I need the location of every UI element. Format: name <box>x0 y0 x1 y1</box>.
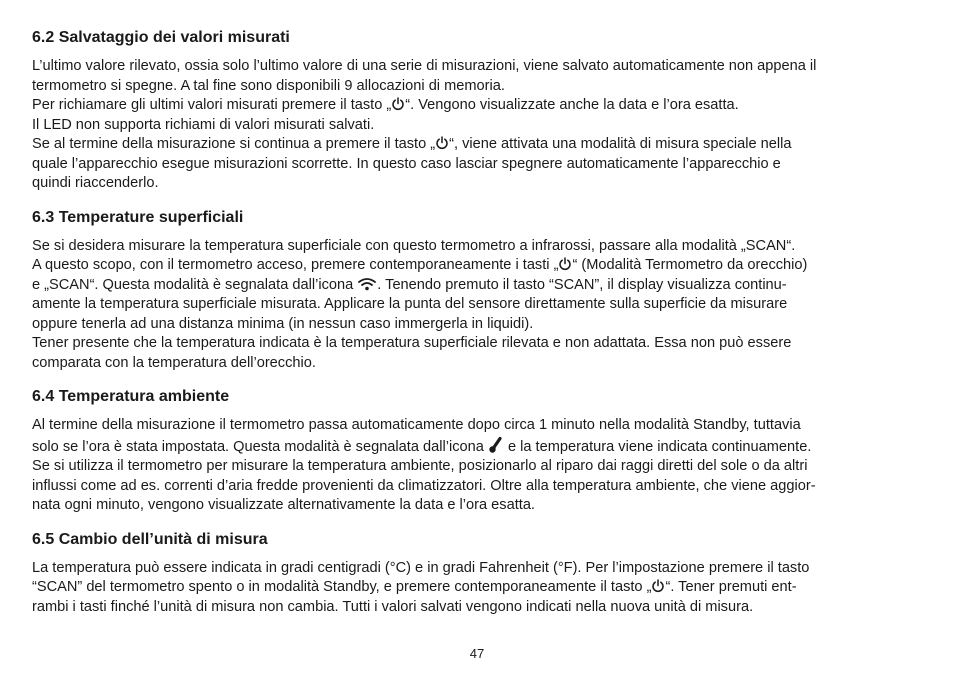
text-fragment: “. Tener premuti ent- <box>665 579 797 595</box>
text-fragment: A questo scopo, con il termometro acceso, premere contemporaneamente i tasti „ <box>32 257 559 273</box>
text-fragment: solo se l’ora è stata impostata. Questa modalità è segnalata dall’icona <box>32 438 488 455</box>
heading-6-5: 6.5 Cambio dell’unità di misura <box>32 530 268 548</box>
text-fragment: Se al termine della misurazione si continua a premere il tasto „ <box>32 136 436 152</box>
section-6-3 <box>32 208 922 374</box>
text-fragment: “SCAN” del termometro spento o in modalità Standby, e premere contemporaneamente il tasto „ <box>32 579 652 595</box>
paragraph-line: comparata con la temperatura dell’orecchio. <box>32 354 316 371</box>
paragraph-line: rambi i tasti finché l’unità di misura non cambia. Tutti i valori salvati vengono indicati nella nuova unità di misura. <box>32 598 754 615</box>
paragraph-line <box>32 436 922 458</box>
text-fragment: “. Vengono visualizzate anche la data e l’ora esatta. <box>405 97 739 113</box>
paragraph-line <box>32 276 922 296</box>
page-number: 47 <box>469 646 485 661</box>
heading-6-4: 6.4 Temperatura ambiente <box>32 388 230 405</box>
text-fragment: “ (Modalità Termometro da orecchio) <box>572 257 808 273</box>
paragraph-line: oppure tenerla ad una distanza minima (in nessun caso immergerla in liquidi). <box>32 315 534 332</box>
paragraph-line <box>32 135 922 155</box>
paragraph-line: Tener presente che la temperatura indicata è la temperatura superficiale rilevata e non adattata. Essa non può essere <box>32 335 792 351</box>
paragraph-line <box>32 578 922 598</box>
text-fragment: . Tenendo premuto il tasto “SCAN”, il display visualizza continu- <box>377 276 787 293</box>
paragraph-line: quindi riaccenderlo. <box>32 175 159 191</box>
text-fragment: e la temperatura viene indicata continuamente. <box>503 438 812 455</box>
paragraph-line: Se si utilizza il termometro per misurare la temperatura ambiente, posizionarlo al riparo dai raggi diretti del sole o da altri <box>32 458 808 474</box>
section-6-5 <box>32 530 922 618</box>
paragraph-line: La temperatura può essere indicata in gradi centigradi (°C) e in gradi Fahrenheit (°F). Per l’impostazione premere il tasto <box>32 559 810 576</box>
paragraph-line: L’ultimo valore rilevato, ossia solo l’ultimo valore di una serie di misurazioni, viene salvato automaticamente non appena il <box>32 58 817 74</box>
power-icon <box>558 257 572 271</box>
text-fragment: “, viene attivata una modalità di misura speciale nella <box>449 136 792 152</box>
paragraph-line: influssi come ad es. correnti d’aria fredde provenienti da climatizzatori. Oltre alla temperatura ambiente, che viene aggior- <box>32 477 816 494</box>
text-fragment: e „SCAN“. Questa modalità è segnalata dall’icona <box>32 276 358 293</box>
text-fragment: Per richiamare gli ultimi valori misurati premere il tasto „ <box>32 97 392 113</box>
heading-6-2: 6.2 Salvataggio dei valori misurati <box>32 29 290 46</box>
scan-wave-icon <box>357 277 377 291</box>
document-page <box>32 28 922 631</box>
paragraph-line: amente la temperatura superficiale misurata. Applicare la punta del sensore direttamente sulla superficie da misurare <box>32 296 788 312</box>
paragraph-line: Il LED non supporta richiami di valori misurati salvati. <box>32 116 375 133</box>
power-icon <box>435 136 449 150</box>
power-icon <box>651 579 665 593</box>
paragraph-line: termometro si spegne. A tal fine sono disponibili 9 allocazioni di memoria. <box>32 77 505 94</box>
paragraph-line <box>32 96 922 116</box>
paragraph-line <box>32 256 922 276</box>
section-6-4 <box>32 387 922 516</box>
paragraph-line: Al termine della misurazione il termometro passa automaticamente dopo circa 1 minuto nella modalità Standby, tuttavia <box>32 417 801 433</box>
paragraph-line: quale l’apparecchio esegue misurazioni scorrette. In questo caso lasciar spegnere automaticamente l’apparecchio e <box>32 155 781 172</box>
power-icon <box>391 97 405 111</box>
paragraph-line: nata ogni minuto, vengono visualizzate alternativamente la data e l’ora esatta. <box>32 497 535 513</box>
section-6-2 <box>32 28 922 194</box>
heading-6-3: 6.3 Temperature superficiali <box>32 208 244 226</box>
thermometer-icon <box>488 436 504 454</box>
paragraph-line: Se si desidera misurare la temperatura superficiale con questo termometro a infrarossi, passare alla modalità „SCAN“. <box>32 237 796 254</box>
